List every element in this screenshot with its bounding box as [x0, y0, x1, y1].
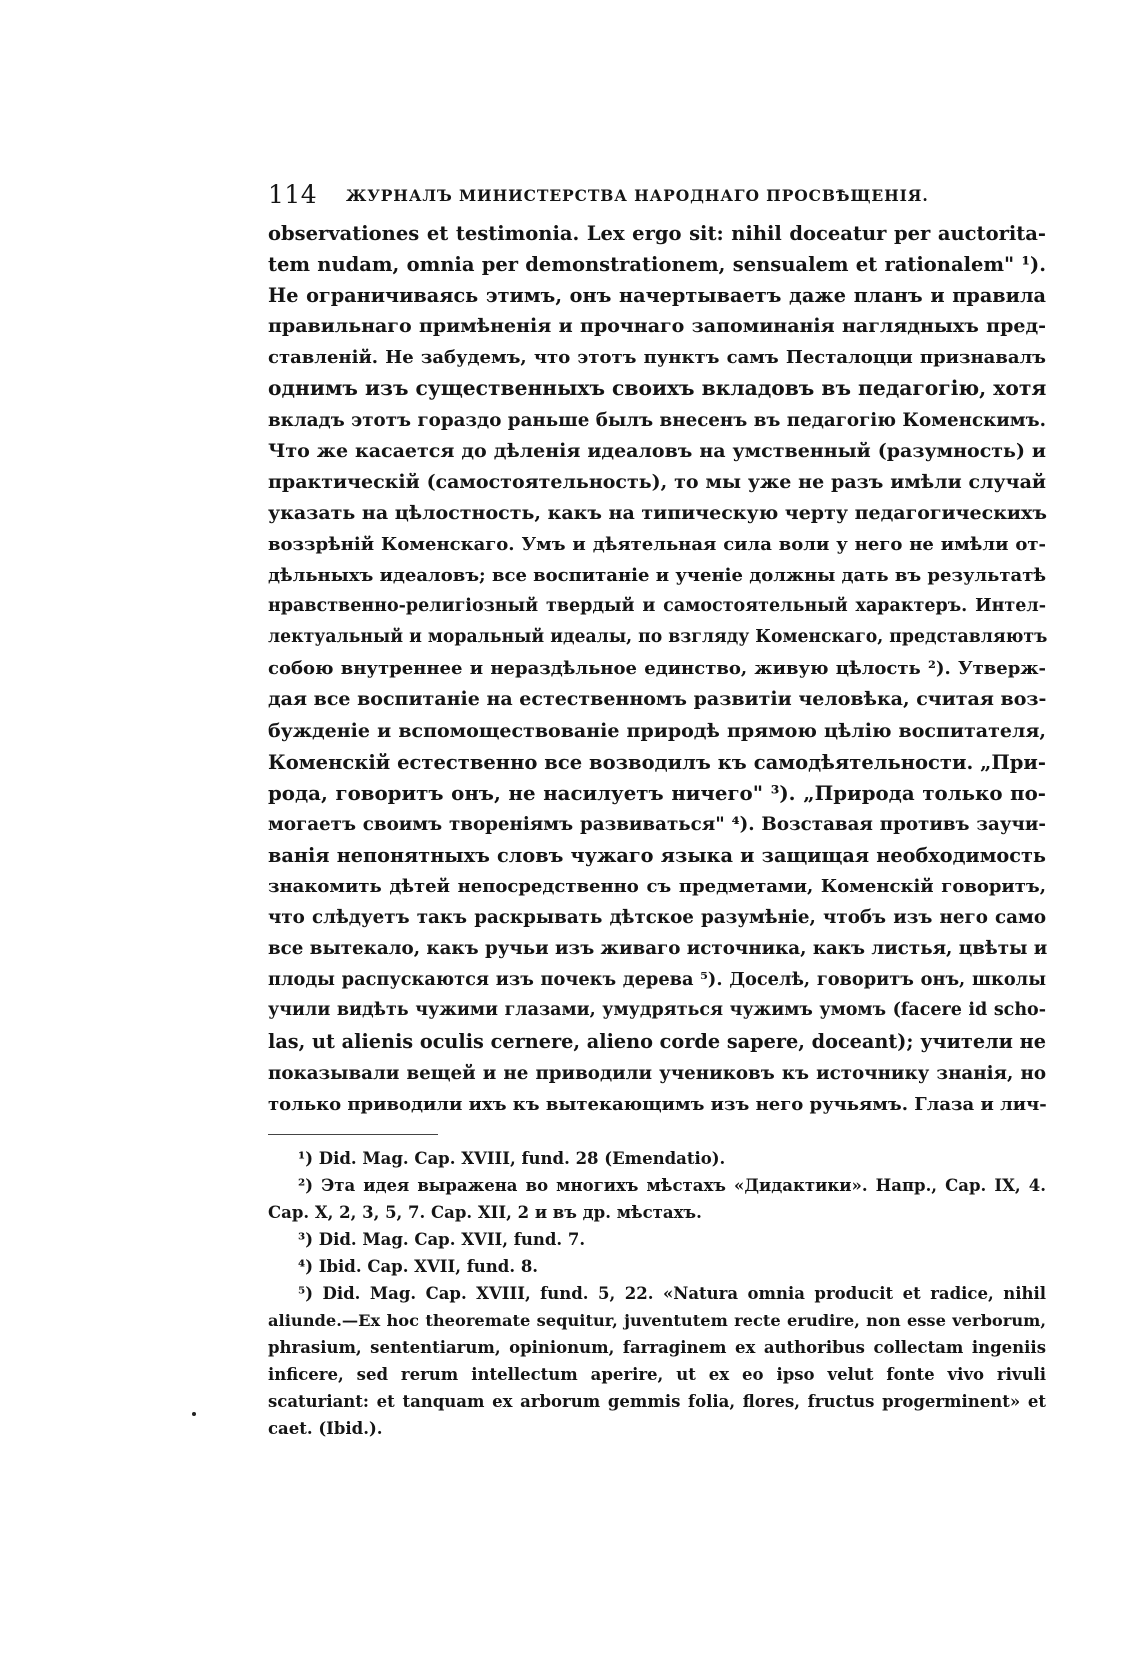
text-line: бужденіе и вспомоществованіе природѣ прямою цѣлію воспитателя,	[268, 719, 1046, 742]
text-line: собою внутреннее и нераздѣльное единство, живую цѣлость ²). Утверж-	[268, 658, 1046, 680]
text-line: рода, говоритъ онъ, не насилуетъ ничего" ³). „Природа только по-	[268, 780, 1046, 805]
text-line: воззрѣній Коменскаго. Умъ и дѣятельная сила воли у него не имѣли от-	[268, 533, 1046, 555]
text-line: указать на цѣлостность, какъ на типическую черту педагогическихъ	[268, 501, 1047, 524]
text-line: нравственно-религіозный твердый и самостоятельный характеръ. Интел-	[268, 596, 1046, 617]
text-line: observationes et testimonia. Lex ergo sit: nihil doceatur per auctorita-	[268, 222, 1046, 245]
text-line: Коменскій естественно все возводилъ къ самодѣятельности. „При-	[268, 750, 1046, 774]
footnote: ²) Эта идея выражена во многихъ мѣстахъ «Дидактики». Напр., Cap. IX, 4.	[298, 1175, 1046, 1195]
text-line: вкладъ этотъ гораздо раньше былъ внесенъ въ педагогію Коменскимъ.	[268, 409, 1046, 431]
text-line: las, ut alienis oculis cernere, alieno corde sapere, doceant); учители не	[268, 1030, 1046, 1054]
text-line: практическій (самостоятельность), то мы уже не разъ имѣли случай	[268, 470, 1046, 493]
footnote: ¹) Did. Mag. Cap. XVIII, fund. 28 (Emendatio).	[298, 1148, 726, 1168]
running-head	[268, 178, 1046, 212]
text-line: tem nudam, omnia per demonstrationem, sensualem et rationalem" ¹).	[268, 253, 1046, 277]
text-line: ставленій. Не забудемъ, что этотъ пунктъ самъ Песталоцци признавалъ	[268, 347, 1046, 369]
book-page	[268, 178, 1046, 1442]
text-line: правильнаго примѣненія и прочнаго запоминанія наглядныхъ пред-	[268, 315, 1046, 338]
footnote-continuation: inficere, sed rerum intellectum aperire, ut ex eo ipso velut fonte vivo rivuli	[268, 1364, 1046, 1384]
text-line: все вытекало, какъ ручьи изъ живаго источника, какъ листья, цвѣты и	[268, 938, 1048, 960]
text-line: могаетъ своимъ твореніямъ развиваться" ⁴). Возставая противъ заучи-	[268, 813, 1046, 835]
text-line: Не ограничиваясь этимъ, онъ начертываетъ даже планъ и правила	[268, 284, 1046, 308]
footnote: ⁵) Did. Mag. Cap. XVIII, fund. 5, 22. «Natura omnia producit et radice, nihil	[298, 1283, 1046, 1303]
journal-title: ЖУРНАЛЪ МИНИСТЕРСТВА НАРОДНАГО ПРОСВѢЩЕНІЯ.	[346, 186, 929, 205]
footnote-continuation: scaturiant: et tanquam ex arborum gemmis folia, flores, fructus progerminent» et	[268, 1391, 1046, 1411]
footnote-continuation: aliunde.—Ex hoc theoremate sequitur, juventutem recte erudire, non esse verborum,	[268, 1310, 1046, 1330]
footnote: ³) Did. Mag. Cap. XVII, fund. 7.	[298, 1229, 586, 1249]
footnote-continuation: Cap. X, 2, 3, 5, 7. Cap. XII, 2 и въ др. мѣстахъ.	[268, 1202, 702, 1222]
footnote-continuation: phrasium, sententiarum, opinionum, farraginem ex authoribus collectam ingeniis	[268, 1337, 1046, 1357]
footnote-rule	[268, 1134, 438, 1135]
footnote: ⁴) Ibid. Cap. XVII, fund. 8.	[298, 1256, 539, 1276]
text-line: знакомить дѣтей непосредственно съ предметами, Коменскій говоритъ,	[268, 875, 1046, 897]
text-line: лектуальный и моральный идеалы, по взгляду Коменскаго, представляютъ	[268, 627, 1048, 648]
text-line: учили видѣть чужими глазами, умудряться чужимъ умомъ (facere id scho-	[268, 1000, 1046, 1021]
body-text	[268, 218, 1046, 1120]
text-line: что слѣдуетъ такъ раскрывать дѣтское разумѣніе, чтобъ изъ него само	[268, 907, 1046, 929]
footnotes	[268, 1145, 1046, 1442]
margin-speck	[192, 1412, 196, 1416]
text-line: ванія непонятныхъ словъ чужаго языка и защищая необходимость	[268, 843, 1046, 867]
text-line: дая все воспитаніе на естественномъ развитіи человѣка, считая воз-	[268, 688, 1047, 711]
text-line: показывали вещей и не приводили учениковъ къ источнику знанія, но	[268, 1062, 1046, 1084]
text-line: однимъ изъ существенныхъ своихъ вкладовъ въ педагогію, хотя	[268, 376, 1047, 401]
text-line: плоды распускаются изъ почекъ дерева ⁵). Доселѣ, говоритъ онъ, школы	[268, 969, 1046, 991]
page-number: 114	[268, 180, 318, 209]
text-line: только приводили ихъ къ вытекающимъ изъ него ручьямъ. Глаза и лич-	[268, 1093, 1047, 1115]
footnote-continuation: caet. (Ibid.).	[268, 1418, 383, 1438]
text-line: дѣльныхъ идеаловъ; все воспитаніе и ученіе должны дать въ результатѣ	[268, 565, 1047, 587]
text-line: Что же касается до дѣленія идеаловъ на умственный (разумность) и	[268, 439, 1046, 462]
